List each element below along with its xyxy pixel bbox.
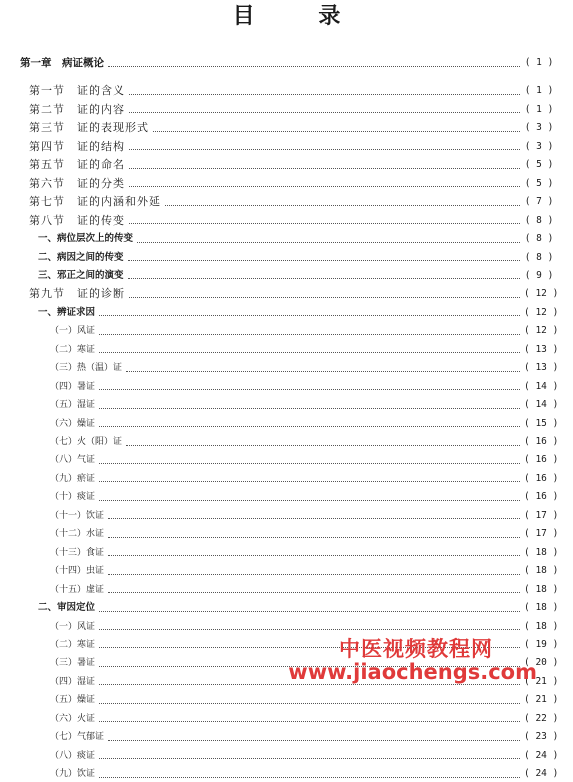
toc-entry-label: 一、辨证求因 bbox=[38, 306, 96, 318]
dot-leader bbox=[99, 629, 520, 630]
dot-leader bbox=[99, 334, 520, 335]
dot-leader bbox=[129, 149, 520, 150]
toc-entry bbox=[0, 655, 573, 671]
watermark-url: www.jiaochengs.com bbox=[288, 660, 537, 684]
dot-leader bbox=[99, 721, 520, 722]
dot-leader bbox=[108, 518, 520, 519]
toc-entry bbox=[0, 342, 573, 358]
dot-leader bbox=[99, 611, 520, 612]
toc-entry-page: ( 5 ) bbox=[524, 159, 554, 171]
toc-entry-label: （三）热（温）证 bbox=[50, 363, 123, 374]
toc-entry bbox=[0, 508, 573, 524]
watermark-site-name: 中医视频教程网 bbox=[339, 637, 493, 661]
toc-entry bbox=[0, 250, 573, 266]
toc-entry-page: ( 16 ) bbox=[524, 491, 559, 503]
toc-entry-page: ( 21 ) bbox=[524, 694, 559, 706]
toc-entry-page: ( 7 ) bbox=[524, 196, 554, 208]
dot-leader bbox=[153, 131, 520, 132]
toc-entry-label: （九）瘀证 bbox=[50, 473, 96, 484]
toc-entry-page: ( 12 ) bbox=[524, 288, 559, 300]
dot-leader bbox=[108, 66, 520, 67]
toc-entry bbox=[0, 286, 573, 302]
toc-entry-label: （九）饮证 bbox=[50, 769, 96, 780]
dot-leader bbox=[165, 205, 520, 206]
dot-leader bbox=[129, 94, 520, 95]
toc-entry-label: 第三节 证的表现形式 bbox=[29, 121, 149, 135]
toc-entry-label: （十二）水证 bbox=[50, 529, 105, 540]
toc-entry-label: （二）寒证 bbox=[50, 344, 96, 355]
toc-entry-label: （十四）虫证 bbox=[50, 566, 105, 577]
toc-entry bbox=[0, 102, 573, 118]
dot-leader bbox=[129, 223, 520, 224]
dot-leader bbox=[126, 445, 520, 446]
toc-entry-page: ( 16 ) bbox=[524, 436, 559, 447]
dot-leader bbox=[108, 740, 520, 741]
toc-entry bbox=[0, 711, 573, 727]
toc-entry bbox=[0, 55, 573, 71]
toc-entry-label: 第一节 证的含义 bbox=[29, 84, 125, 98]
toc-entry bbox=[0, 416, 573, 432]
toc-entry bbox=[0, 748, 573, 764]
toc-entry-page: ( 17 ) bbox=[524, 509, 559, 521]
toc-entry bbox=[0, 489, 573, 505]
toc-entry-label: （八）痰证 bbox=[50, 750, 96, 761]
toc-entry bbox=[0, 526, 573, 542]
toc-entry-label: 第二节 证的内容 bbox=[29, 102, 125, 116]
toc-entry-page: ( 18 ) bbox=[524, 583, 559, 595]
toc-entry-label: （八）气证 bbox=[50, 455, 96, 466]
dot-leader bbox=[129, 168, 520, 169]
toc-entry bbox=[0, 323, 573, 339]
dot-leader bbox=[99, 481, 520, 482]
toc-entry-label: （十五）虚证 bbox=[50, 584, 105, 595]
toc-entry bbox=[0, 766, 573, 782]
toc-entry bbox=[0, 231, 573, 247]
toc-entry bbox=[0, 139, 573, 155]
toc-entry-label: （十三）食证 bbox=[50, 547, 105, 558]
toc-entry-label: （五）湿证 bbox=[50, 400, 96, 411]
dot-leader bbox=[129, 112, 520, 113]
toc-entry-label: （一）风证 bbox=[50, 621, 96, 632]
toc-entry-label: （六）燥证 bbox=[50, 418, 96, 429]
toc-entry bbox=[0, 176, 573, 192]
toc-entry-label: （二）寒证 bbox=[50, 639, 96, 650]
toc-entry-label: （四）湿证 bbox=[50, 676, 96, 687]
dot-leader bbox=[99, 352, 520, 353]
toc-entry-label: 二、病因之间的传变 bbox=[38, 251, 124, 263]
toc-entry-page: ( 18 ) bbox=[524, 546, 559, 558]
toc-entry-page: ( 16 ) bbox=[524, 454, 559, 466]
toc-entry-page: ( 24 ) bbox=[524, 749, 559, 761]
toc-entry-page: ( 12 ) bbox=[524, 306, 559, 318]
toc-entry-label: 第八节 证的传变 bbox=[29, 213, 125, 227]
toc-entry-page: ( 17 ) bbox=[524, 528, 559, 540]
toc-entry bbox=[0, 729, 573, 745]
toc-entry bbox=[0, 194, 573, 210]
dot-leader bbox=[99, 666, 520, 667]
toc-entry-page: ( 16 ) bbox=[524, 472, 559, 484]
toc-entry-page: ( 1 ) bbox=[524, 103, 554, 115]
toc-entry-page: ( 5 ) bbox=[524, 177, 554, 189]
dot-leader bbox=[99, 758, 520, 759]
toc-entry-page: ( 3 ) bbox=[524, 122, 554, 134]
toc-entry-page: ( 19 ) bbox=[524, 638, 559, 650]
dot-leader bbox=[99, 315, 520, 316]
toc-entry-label: 三、邪正之间的演变 bbox=[38, 269, 124, 281]
dot-leader bbox=[99, 389, 520, 390]
toc-entry-label: 第五节 证的命名 bbox=[29, 158, 125, 172]
toc-entry bbox=[0, 619, 573, 635]
toc-entry-page: ( 22 ) bbox=[524, 712, 559, 724]
toc-entry-page: ( 20 ) bbox=[524, 657, 559, 669]
toc-entry bbox=[0, 360, 573, 376]
dot-leader bbox=[99, 500, 520, 501]
toc-entry-page: ( 1 ) bbox=[524, 57, 554, 68]
dot-leader bbox=[108, 592, 520, 593]
dot-leader bbox=[108, 574, 520, 575]
toc-entry-page: ( 21 ) bbox=[524, 675, 559, 687]
toc-entry-page: ( 15 ) bbox=[524, 417, 559, 429]
toc-entry bbox=[0, 600, 573, 616]
toc-entry bbox=[0, 120, 573, 136]
toc-entry-label: （一）风证 bbox=[50, 326, 96, 337]
toc-entry-page: ( 24 ) bbox=[524, 768, 559, 780]
toc-entry bbox=[0, 305, 573, 321]
toc-entry-page: ( 9 ) bbox=[524, 269, 554, 281]
toc-entry-page: ( 14 ) bbox=[524, 399, 559, 411]
toc-entry-label: （四）暑证 bbox=[50, 381, 96, 392]
toc-entry-page: ( 18 ) bbox=[524, 602, 559, 613]
toc-entry-page: ( 13 ) bbox=[524, 343, 559, 355]
toc-entry-label: （十一）饮证 bbox=[50, 510, 105, 521]
toc-entry-label: （七）气郁证 bbox=[50, 732, 105, 743]
toc-entry-page: ( 3 ) bbox=[524, 140, 554, 152]
toc-entry-label: 第四节 证的结构 bbox=[29, 139, 125, 153]
toc-entry bbox=[0, 379, 573, 395]
toc-entry-label: 第九节 证的诊断 bbox=[29, 287, 125, 301]
dot-leader bbox=[129, 297, 520, 298]
toc-entry-page: ( 1 ) bbox=[524, 85, 554, 97]
toc-entry bbox=[0, 582, 573, 598]
toc-entry-label: （六）火证 bbox=[50, 713, 96, 724]
toc-entry-page: ( 8 ) bbox=[524, 251, 554, 263]
toc-entry-page: ( 13 ) bbox=[524, 362, 559, 374]
toc-entry-label: 第六节 证的分类 bbox=[29, 176, 125, 190]
toc-entry bbox=[0, 692, 573, 708]
toc-entry-label: （七）火（阳）证 bbox=[50, 437, 123, 447]
dot-leader bbox=[99, 463, 520, 464]
toc-entry-label: 第七节 证的内涵和外延 bbox=[29, 195, 161, 209]
toc-entry-page: ( 12 ) bbox=[524, 325, 559, 337]
dot-leader bbox=[128, 278, 520, 279]
toc-entry bbox=[0, 452, 573, 468]
toc-entry bbox=[0, 471, 573, 487]
toc-entry-label: 二、审因定位 bbox=[38, 602, 96, 613]
dot-leader bbox=[99, 684, 520, 685]
toc-entry-label: （五）燥证 bbox=[50, 695, 96, 706]
toc-entry bbox=[0, 563, 573, 579]
toc-entry bbox=[0, 434, 573, 450]
toc-entry-page: ( 18 ) bbox=[524, 620, 559, 632]
toc-entry bbox=[0, 637, 573, 653]
toc-entry bbox=[0, 213, 573, 229]
toc-entry-page: ( 23 ) bbox=[524, 731, 559, 743]
dot-leader bbox=[128, 260, 520, 261]
dot-leader bbox=[126, 371, 520, 372]
toc-entry-label: 第一章 病证概论 bbox=[20, 57, 104, 69]
toc-entry bbox=[0, 674, 573, 690]
dot-leader bbox=[99, 777, 520, 778]
page-title: 目 录 bbox=[232, 4, 369, 29]
toc-entry-page: ( 8 ) bbox=[524, 214, 554, 226]
dot-leader bbox=[108, 537, 520, 538]
toc-entry-page: ( 18 ) bbox=[524, 565, 559, 577]
toc-entry bbox=[0, 83, 573, 99]
dot-leader bbox=[99, 703, 520, 704]
toc-entry-label: （三）暑证 bbox=[50, 658, 96, 669]
dot-leader bbox=[99, 426, 520, 427]
toc-entry bbox=[0, 545, 573, 561]
dot-leader bbox=[137, 242, 520, 243]
toc-entry bbox=[0, 157, 573, 173]
toc-entry-page: ( 14 ) bbox=[524, 380, 559, 392]
toc-entry-label: 一、病位层次上的传变 bbox=[38, 233, 134, 244]
toc-entry bbox=[0, 268, 573, 284]
dot-leader bbox=[99, 647, 520, 648]
toc-entry-label: （十）痰证 bbox=[50, 492, 96, 503]
dot-leader bbox=[99, 408, 520, 409]
toc-entry-page: ( 8 ) bbox=[524, 233, 554, 244]
dot-leader bbox=[108, 555, 520, 556]
toc-entry bbox=[0, 397, 573, 413]
dot-leader bbox=[129, 186, 520, 187]
